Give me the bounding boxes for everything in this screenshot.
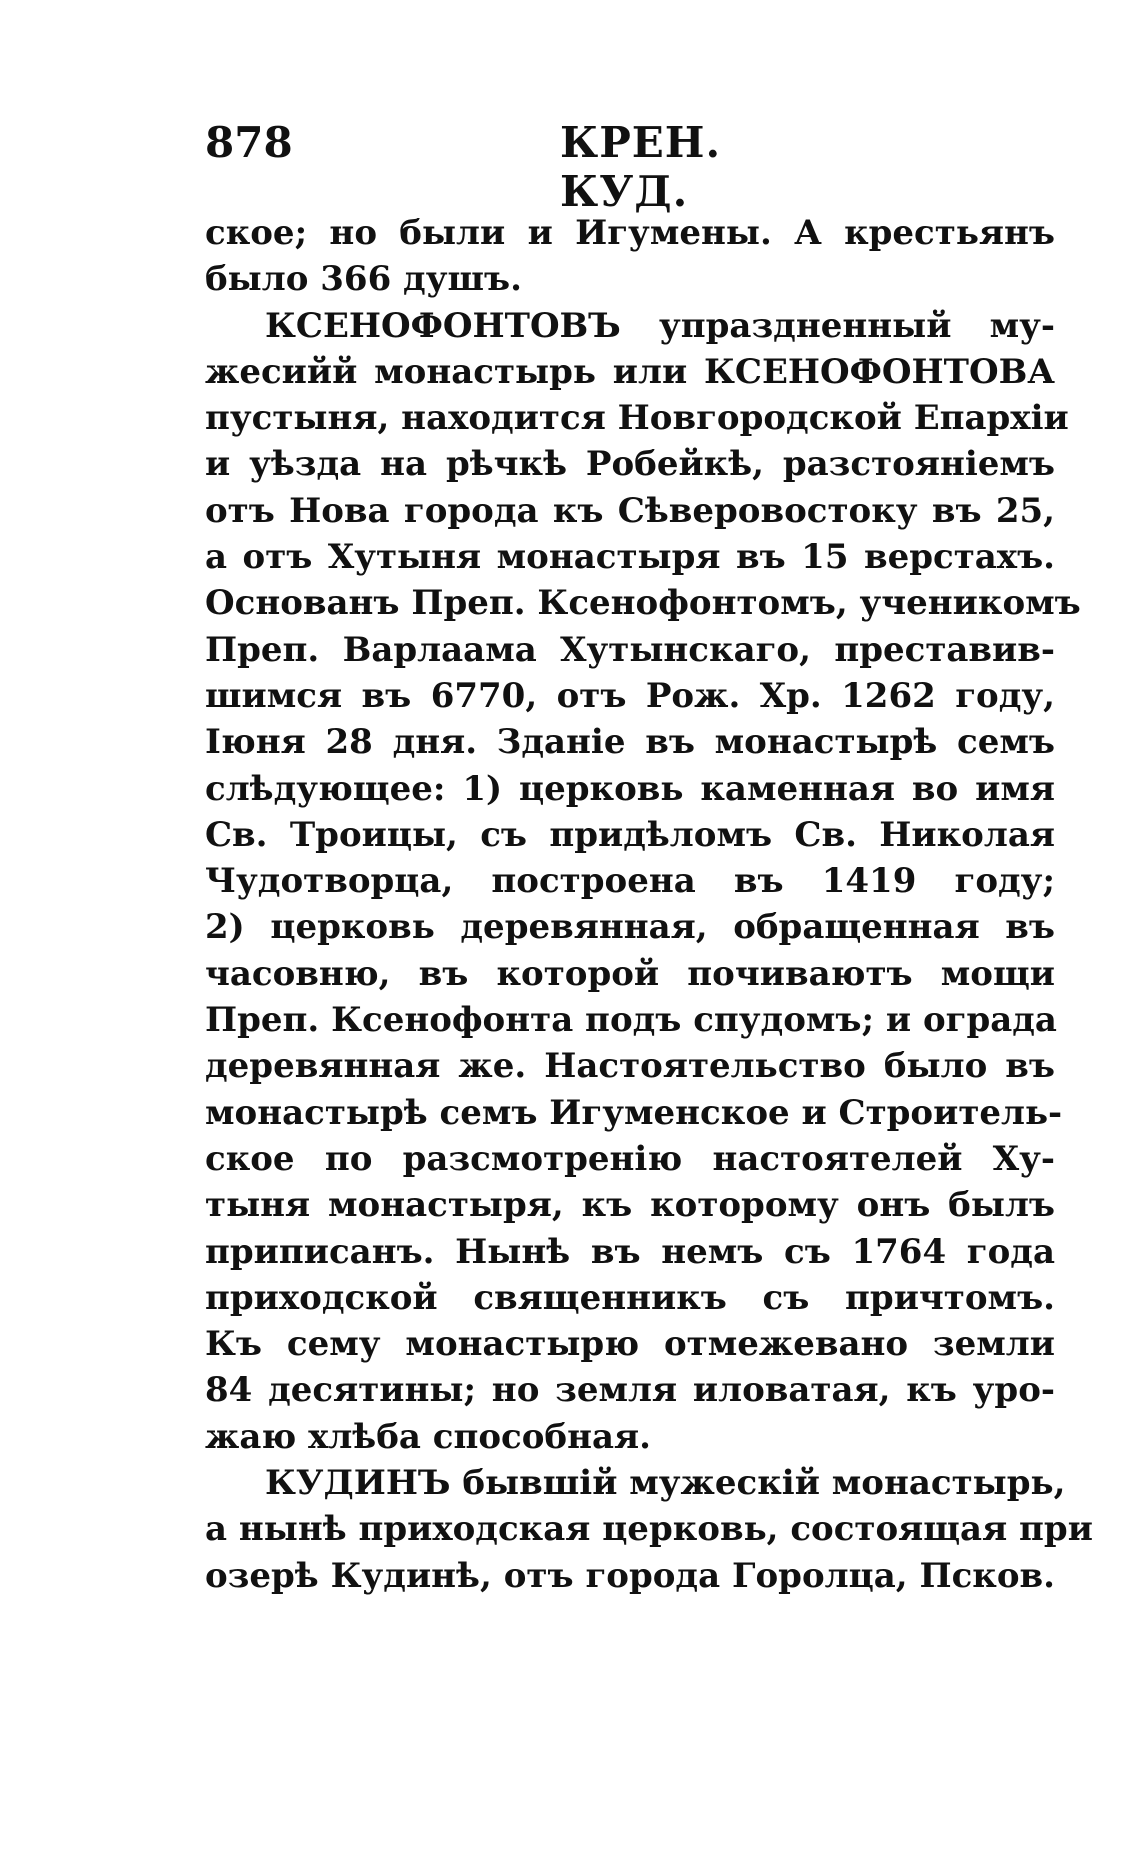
text-line: пустыня, находится Новгородской Епархіи xyxy=(205,398,1069,439)
text-line: часовню, въ которой почиваютъ мощи xyxy=(205,953,1055,994)
text-line: монастырѣ семъ Игуменское и Строитель- xyxy=(205,1092,1063,1133)
running-head: КРЕН. КУД. xyxy=(560,118,722,216)
text-line: озерѣ Кудинѣ, отъ города Горолца, Псков. xyxy=(205,1555,1055,1596)
text-line: Св. Троицы, съ придѣломъ Св. Николая xyxy=(205,814,1055,855)
text-line: Основанъ Преп. Ксенофонтомъ, ученикомъ xyxy=(205,583,1081,624)
text-line: жесийй монастырь или КСЕНОФОНТОВА xyxy=(205,351,1055,392)
text-line: Къ сему монастырю отмежевано земли xyxy=(205,1324,1055,1365)
text-line: приходской священникъ съ причтомъ. xyxy=(205,1277,1055,1318)
text-line: и уѣзда на рѣчкѣ Робейкѣ, разстояніемъ xyxy=(205,444,1055,485)
text-line: КУДИНЪ бывшій мужескій монастырь, xyxy=(265,1463,1066,1504)
text-line: слѣдующее: 1) церковь каменная во имя xyxy=(205,768,1055,809)
text-line: ское; но были и Игумены. А крестьянъ xyxy=(205,213,1055,253)
text-line: приписанъ. Нынѣ въ немъ съ 1764 года xyxy=(205,1231,1055,1272)
text-line: отъ Нова города къ Сѣверовостоку въ 25, xyxy=(205,490,1055,531)
text-line: 2) церковь деревянная, обращенная въ xyxy=(205,907,1055,948)
text-line: тыня монастыря, къ которому онъ былъ xyxy=(205,1185,1055,1226)
text-line: шимся въ 6770, отъ Рож. Хр. 1262 году, xyxy=(205,675,1055,716)
page-header xyxy=(205,118,825,216)
text-line: было 366 душъ. xyxy=(205,259,522,300)
text-line: Чудотворца, построена въ 1419 году; xyxy=(205,861,1055,902)
text-line: а нынѣ приходская церковь, состоящая при xyxy=(205,1509,1093,1550)
text-line: ское по разсмотренію настоятелей Ху- xyxy=(205,1138,1055,1179)
text-line: жаю хлѣба способная. xyxy=(205,1416,651,1457)
page-number: 878 xyxy=(205,118,293,167)
text-line: 84 десятины; но земля иловатая, къ уро- xyxy=(205,1370,1055,1411)
text-line: деревянная же. Настоятельство было въ xyxy=(205,1046,1055,1087)
text-line: Преп. Ксенофонта подъ спудомъ; и ограда xyxy=(205,1000,1057,1041)
text-line: КСЕНОФОНТОВЪ упраздненный му- xyxy=(265,305,1055,346)
text-line: Іюня 28 дня. Зданіе въ монастырѣ семъ xyxy=(205,722,1055,763)
text-line: а отъ Хутыня монастыря въ 15 верстахъ. xyxy=(205,537,1055,578)
body-text xyxy=(205,210,1093,1599)
text-line: Преп. Варлаама Хутынскаго, преставив- xyxy=(205,629,1055,670)
